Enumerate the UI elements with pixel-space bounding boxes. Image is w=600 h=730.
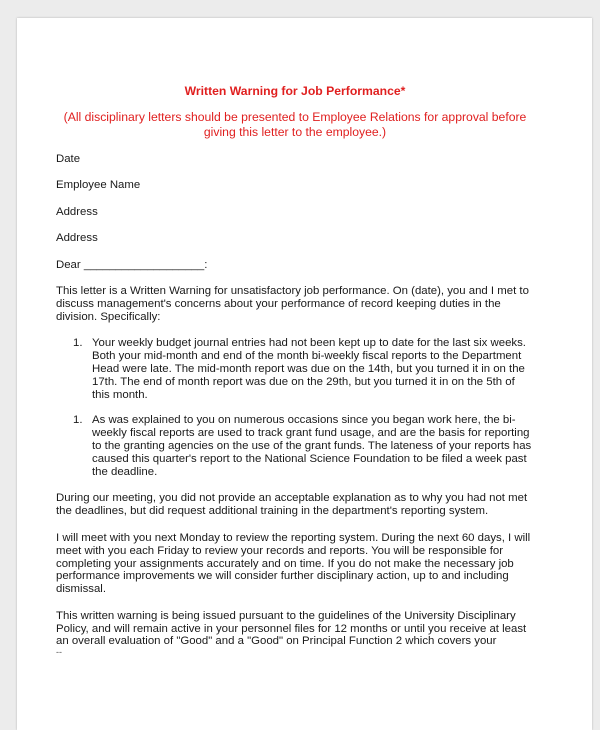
field-address-1: Address: [56, 205, 98, 218]
letter-content: [56, 84, 534, 656]
document-page: [17, 18, 592, 730]
document-title: Written Warning for Job Performance*: [184, 84, 406, 98]
continuation-mark: --: [56, 649, 62, 657]
field-address-2: Address: [56, 232, 98, 245]
followup-paragraph: I will meet with you next Monday to review the reporting system. During the next 60 days, I will meet with you each Friday to review your records and reports. You will be responsible for completing your assignments accurately and on time. If you do not make the necessary job performance improvements we will consider further disciplinary action, up to and including dismissal.: [56, 531, 531, 596]
list-item-text: As was explained to you on numerous occasions since you began work here, the bi-weekly fiscal reports are used to track grant fund usage, and are the basis for reporting to the granting agencies on the use of the grant funds. The lateness of your reports has caused this quarter's report to the National Science Foundation to be filed a week past the deadline.: [92, 414, 532, 478]
issues-list: [56, 337, 534, 478]
list-item-number: 1.: [73, 337, 83, 350]
list-item: [56, 414, 534, 478]
list-item-text: Your weekly budget journal entries had not been kept up to date for the last six weeks. Both your mid-month and end of the month bi-weekly fiscal reports to the Department Head were late. The mid-month report was due on the 14th, but you turned it in on the 17th. The end of month report was due on the 29th, but you turned it in on the 5th of this month.: [92, 337, 526, 401]
list-item-number: 1.: [73, 414, 83, 427]
meeting-paragraph: During our meeting, you did not provide an acceptable explanation as to why you had not met the deadlines, but did request additional training in the department's reporting system.: [56, 492, 528, 518]
policy-paragraph: This written warning is being issued pursuant to the guidelines of the University Disciplinary Policy, and will remain active in your personnel files for 12 months or until you receive at least an overall evaluation of "Good" and a "Good" on Principal Function 2 which covers your: [56, 609, 527, 648]
field-employee-name: Employee Name: [56, 179, 141, 192]
approval-note: (All disciplinary letters should be presented to Employee Relations for approval before giving this letter to the employee.): [63, 110, 527, 139]
salutation: Dear ___________________:: [56, 258, 208, 271]
field-date: Date: [56, 153, 81, 165]
intro-paragraph: This letter is a Written Warning for unsatisfactory job performance. On (date), you and I met to discuss management's concerns about your performance of record keeping duties in the division. Specifically:: [56, 284, 529, 323]
list-item: [56, 337, 534, 401]
